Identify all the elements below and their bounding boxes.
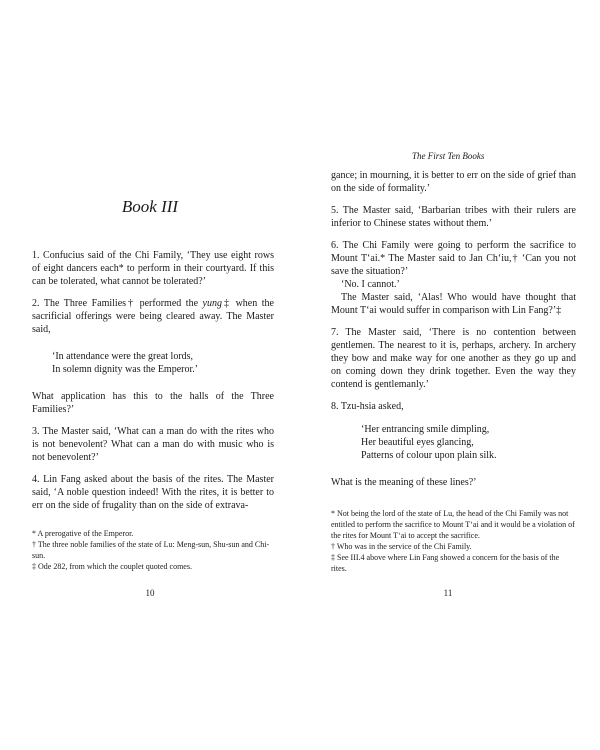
right-text-column: [331, 169, 576, 498]
verse-line: Patterns of colour upon plain silk.: [361, 450, 497, 461]
footnote: ‡ Ode 282, from which the couplet quoted comes.: [32, 562, 192, 571]
paragraph-6-master: The Master said, ‘Alas! Who would have thought that Mount T‘ai would suffer in comparison with Lin Fang?’‡: [331, 292, 576, 316]
footnote: † The three noble families of the state of Lu: Meng-sun, Shu-sun and Chi-sun.: [32, 540, 270, 560]
footnote: ‡ See III.4 above where Lin Fang showed a concern for the basis of the rites.: [331, 553, 560, 573]
paragraph-1: 1. Confucius said of the Chi Family, ‘They use eight rows of eight dancers each* to perform in their courtyard. If this can be tolerated, what cannot be tolerated?’: [32, 250, 274, 287]
paragraph-6-reply: ‘No. I cannot.’: [341, 279, 400, 290]
paragraph-8: 8. Tzu-hsia asked,: [331, 401, 404, 412]
paragraph-2: [32, 297, 274, 336]
paragraph-4: 4. Lin Fang asked about the basis of the rites. The Master said, ‘A noble question indeed! With the rites, it is better to err on the side of frugality than on the side of extrava-: [32, 474, 274, 511]
paragraph-2-end: What application has this to the halls of the Three Families?’: [32, 391, 274, 415]
footnote: * Not being the lord of the state of Lu, the head of the Chi Family was not entitled to perform the sacrifice to Mount T‘ai and it would be a violation of the rites for Mount T‘ai to accept the sacrifice.: [331, 509, 575, 540]
right-footnotes: [331, 508, 576, 574]
paragraph-8-end: What is the meaning of these lines?’: [331, 477, 477, 488]
paragraph-3: 3. The Master said, ‘What can a man do with the rites who is not benevolent? What can a man do with music who is not benevolent?’: [32, 426, 274, 463]
left-text-column: [32, 249, 274, 521]
page-number: 10: [145, 588, 155, 598]
footnote: † Who was in the service of the Chi Family.: [331, 542, 472, 551]
yung-term: yung: [202, 298, 222, 309]
verse-stanza: [361, 423, 576, 462]
book-title: Book III: [121, 197, 179, 216]
left-footnotes: [32, 528, 274, 572]
paragraph-7: 7. The Master said, ‘There is no contention between gentlemen. The nearest to it is, perhaps, archery. In archery they bow and make way for one another as they go up and on coming down they drink together. Even the way they contend is gentlemanly.’: [331, 327, 576, 390]
verse-line: ‘In attendance were the great lords,: [52, 351, 194, 362]
paragraph-5: 5. The Master said, ‘Barbarian tribes with their rulers are inferior to Chinese states without them.’: [331, 205, 576, 229]
verse-line: In solemn dignity was the Emperor.’: [52, 364, 199, 375]
page-number: 11: [443, 588, 453, 598]
paragraph-4-continued: gance; in mourning, it is better to err on the side of grief than on the side of formality.’: [331, 170, 576, 194]
verse-line: ‘Her entrancing smile dimpling,: [361, 424, 490, 435]
running-head: The First Ten Books: [412, 151, 485, 161]
paragraph-6: 6. The Chi Family were going to perform the sacrifice to Mount T‘ai.* The Master said to Jan Ch‘iu,† ‘Can you not save the situation?’: [331, 240, 576, 277]
verse-couplet: [52, 350, 274, 376]
right-page: [300, 0, 600, 750]
paragraph-2-rest: ‡ when the sacrificial offerings were being cleared away. The Master said,: [32, 298, 274, 335]
footnote: * A prerogative of the Emperor.: [32, 529, 134, 538]
paragraph-2-start: 2. The Three Families† performed the: [32, 298, 203, 309]
verse-line: Her beautiful eyes glancing,: [361, 437, 474, 448]
